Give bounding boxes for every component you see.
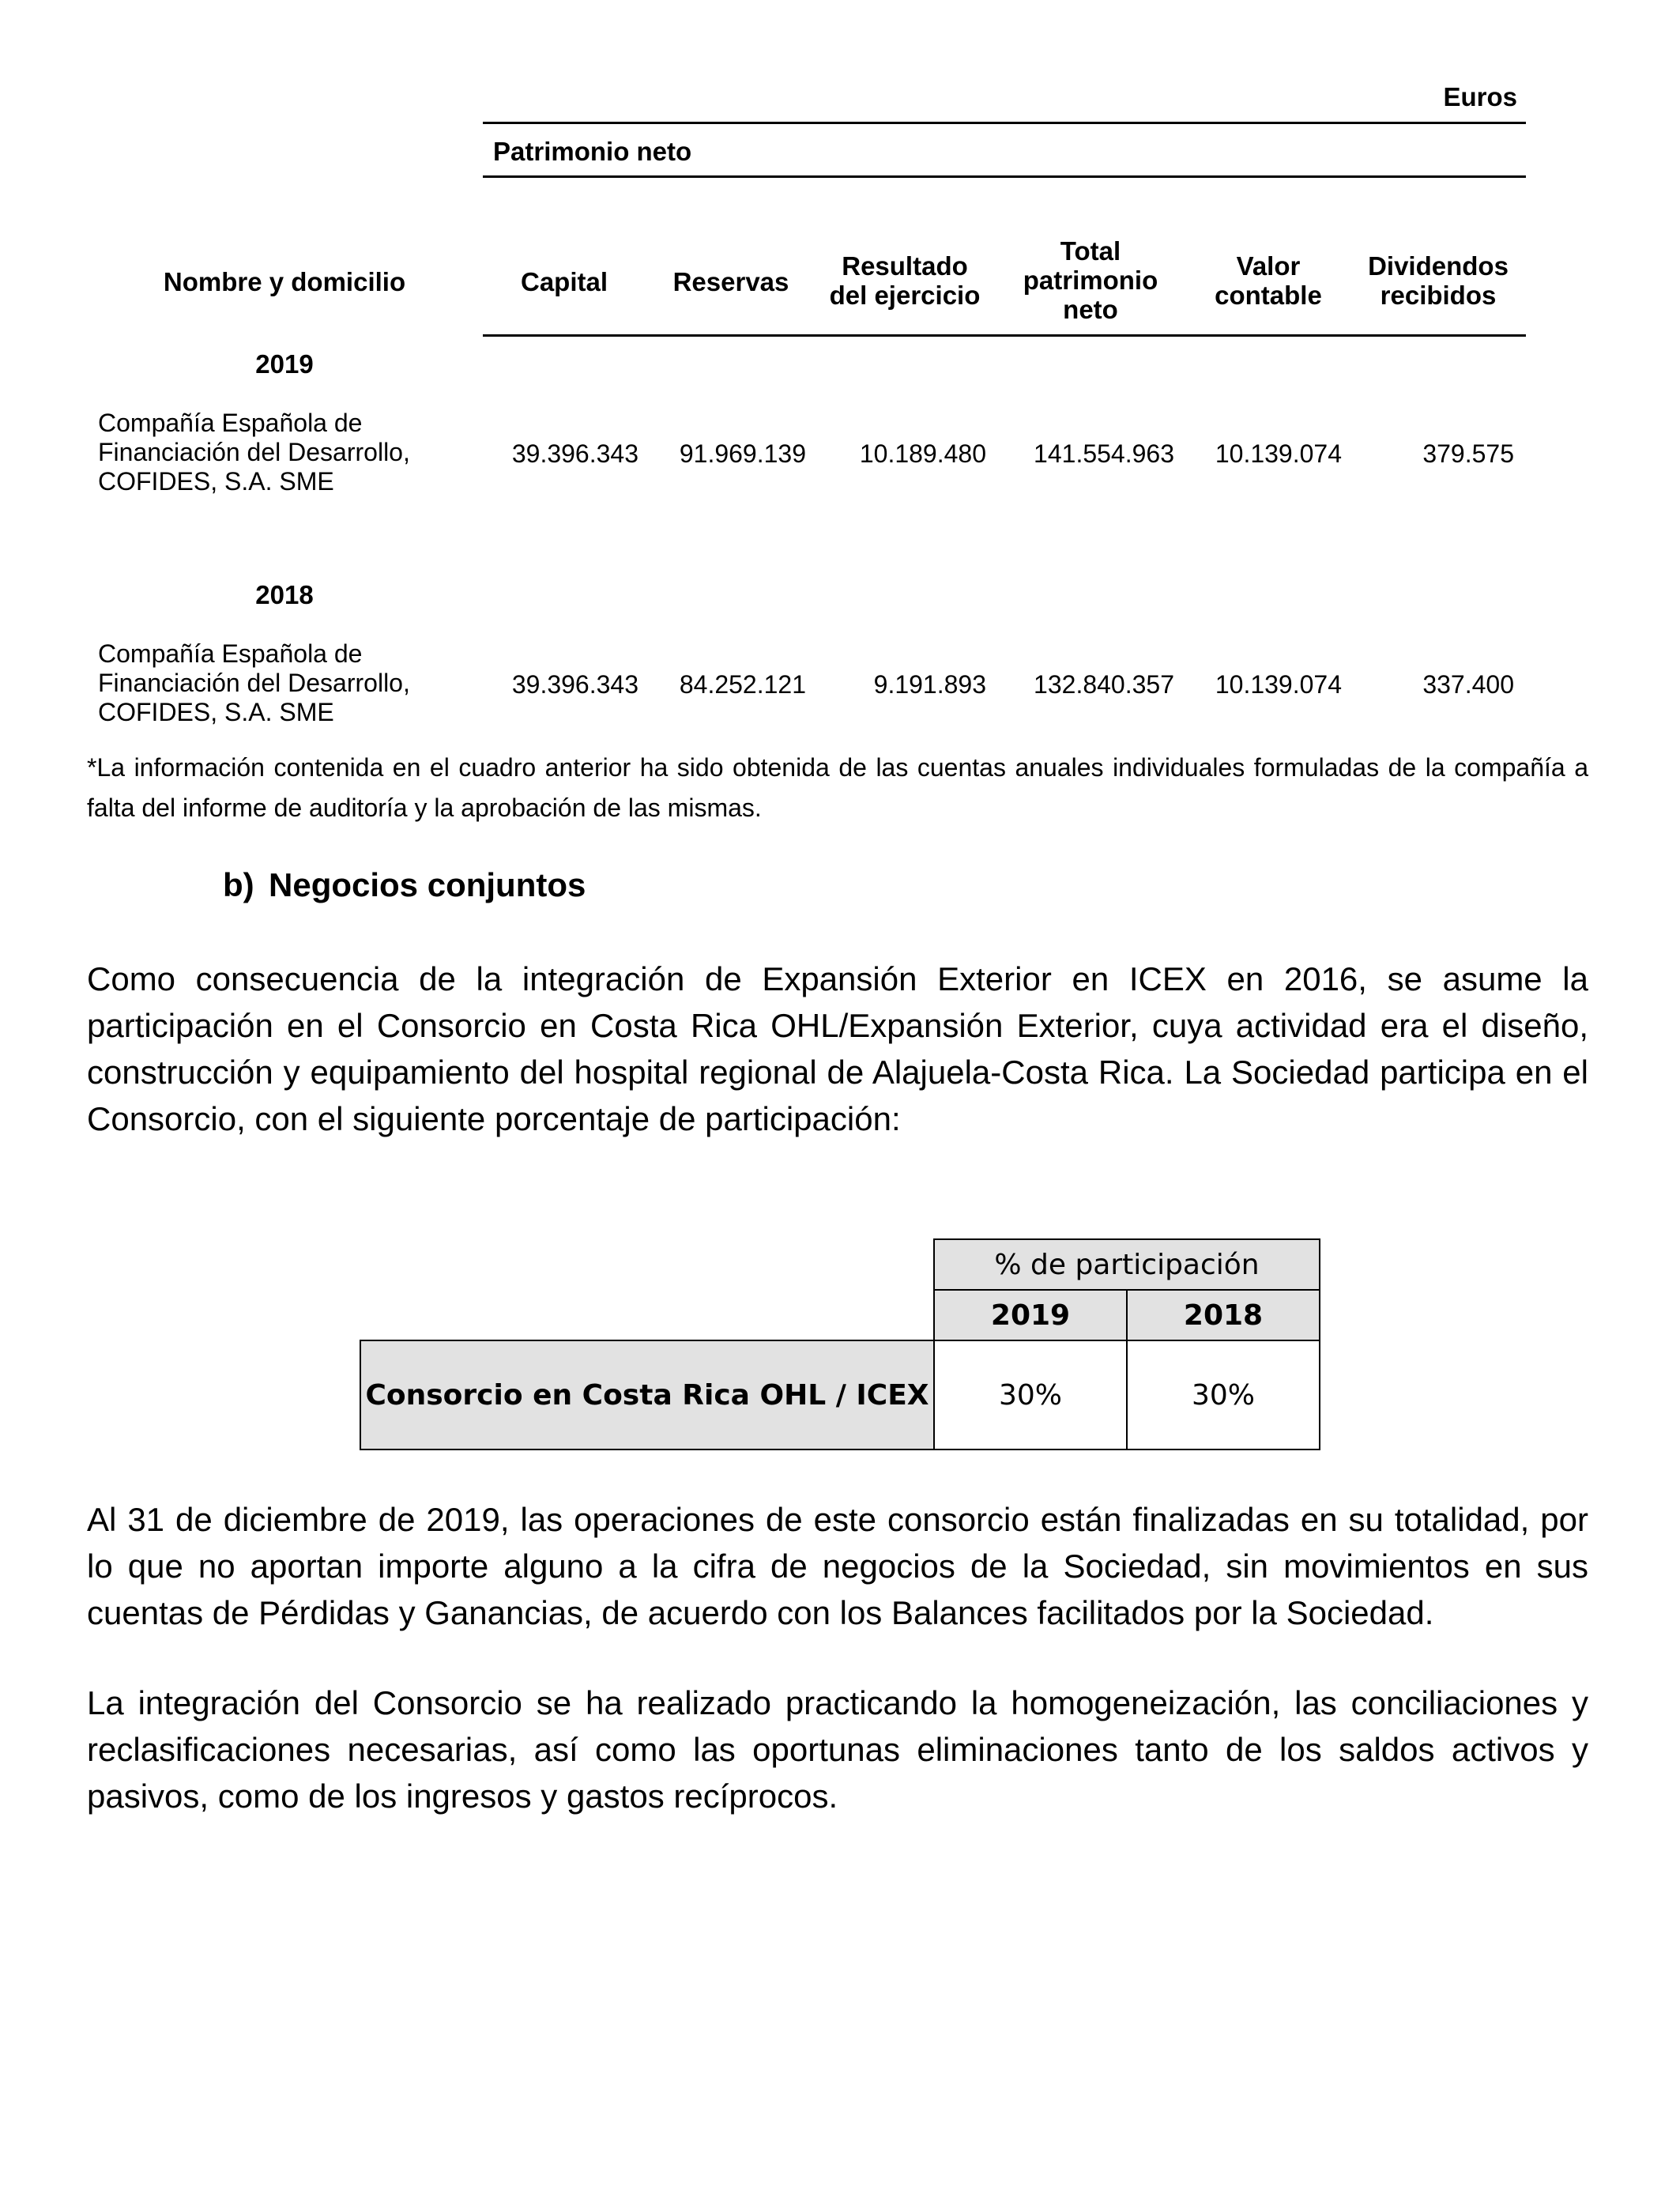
col-header-dividendos [1359, 251, 1517, 310]
section-b-marker: b) [223, 866, 254, 903]
rule-group [483, 175, 1526, 178]
col-header-valor [1189, 251, 1347, 310]
col-header-total-line2: patrimonio [1023, 266, 1158, 295]
participation-year-2018: 2018 [1127, 1290, 1320, 1340]
currency-label: Euros [1443, 82, 1517, 111]
company-name-line3: COFIDES, S.A. SME [98, 467, 334, 496]
total-2019: 141.554.963 [1034, 439, 1174, 468]
company-name-line1: Compañía Española de [98, 639, 363, 668]
capital-2018: 39.396.343 [511, 670, 638, 699]
reservas-2019: 91.969.139 [679, 439, 806, 468]
col-header-dividendos-line2: recibidos [1380, 281, 1497, 310]
col-header-dividendos-line1: Dividendos [1368, 251, 1509, 281]
paragraph-third: La integración del Consorcio se ha realizado practicando la homogeneización, las conciliaciones y reclasificaciones necesarias, así como las oportunas eliminaciones tanto de los saldos activos y pasivos, como de los ingresos y gastos recíprocos. [87, 1684, 1588, 1815]
valor-2018: 10.139.074 [1215, 670, 1342, 699]
paragraph-intro: Como consecuencia de la integración de Expansión Exterior en ICEX en 2016, se asume la participación en el Consorcio en Costa Rica OHL/Expansión Exterior, cuya actividad era el diseño, construcción y equipamiento del hospital regional de Alajuela-Costa Rica. La Sociedad participa en el Consorcio, con el siguiente porcentaje de participación: [87, 960, 1588, 1137]
col-header-valor-line2: contable [1215, 281, 1322, 310]
table-footnote: *La información contenida en el cuadro anterior ha sido obtenida de las cuentas anuales individuales formuladas de la compañía a falta del informe de auditoría y la aprobación de las mismas. [87, 753, 1588, 822]
dividendos-2019: 379.575 [1422, 439, 1514, 468]
section-year-2018: 2018 [255, 580, 314, 609]
col-header-total-line1: Total [1060, 236, 1121, 266]
col-header-valor-line1: Valor [1236, 251, 1301, 281]
reservas-2018: 84.252.121 [679, 670, 806, 699]
company-name-2019 [98, 409, 477, 496]
rule-header-bottom [483, 334, 1526, 337]
participation-year-2019: 2019 [934, 1290, 1127, 1340]
col-header-capital: Capital [520, 267, 608, 296]
company-name-line3: COFIDES, S.A. SME [98, 698, 334, 726]
dividendos-2018: 337.400 [1422, 670, 1514, 699]
total-2018: 132.840.357 [1034, 670, 1174, 699]
company-name-line2: Financiación del Desarrollo, [98, 669, 410, 697]
group-header-patrimonio: Patrimonio neto [493, 137, 692, 166]
rule-top [483, 122, 1526, 124]
col-header-total-line3: neto [1063, 295, 1118, 324]
capital-2019: 39.396.343 [511, 439, 638, 468]
participation-value-2018: 30% [1127, 1340, 1320, 1449]
participation-row-label: Consorcio en Costa Rica OHL / ICEX [360, 1340, 934, 1449]
paragraph-second: Al 31 de diciembre de 2019, las operaciones de este consorcio están finalizadas en su totalidad, por lo que no aportan importe alguno a la cifra de negocios de la Sociedad, sin movimientos en sus cuentas de Pérdidas y Ganancias, de acuerdo con los Balances facilitados por la Sociedad. [87, 1501, 1588, 1631]
valor-2019: 10.139.074 [1215, 439, 1342, 468]
empty-corner [360, 1290, 934, 1340]
section-b-title: Negocios conjuntos [269, 866, 586, 903]
participation-value-2019: 30% [934, 1340, 1127, 1449]
empty-corner [360, 1239, 934, 1290]
company-name-line1: Compañía Española de [98, 409, 363, 437]
company-name-2018 [98, 639, 477, 727]
section-year-2019: 2019 [255, 349, 314, 379]
col-header-reservas: Reservas [672, 267, 789, 296]
company-name-line2: Financiación del Desarrollo, [98, 438, 410, 466]
participation-table [360, 1238, 1320, 1450]
resultado-2019: 10.189.480 [859, 439, 986, 468]
participation-header: % de participación [934, 1239, 1320, 1290]
col-header-resultado [818, 251, 992, 310]
col-header-resultado-line2: del ejercicio [829, 281, 981, 310]
col-header-name: Nombre y domicilio [163, 267, 406, 296]
col-header-total [1004, 236, 1177, 324]
resultado-2018: 9.191.893 [873, 670, 986, 699]
col-header-resultado-line1: Resultado [842, 251, 968, 281]
